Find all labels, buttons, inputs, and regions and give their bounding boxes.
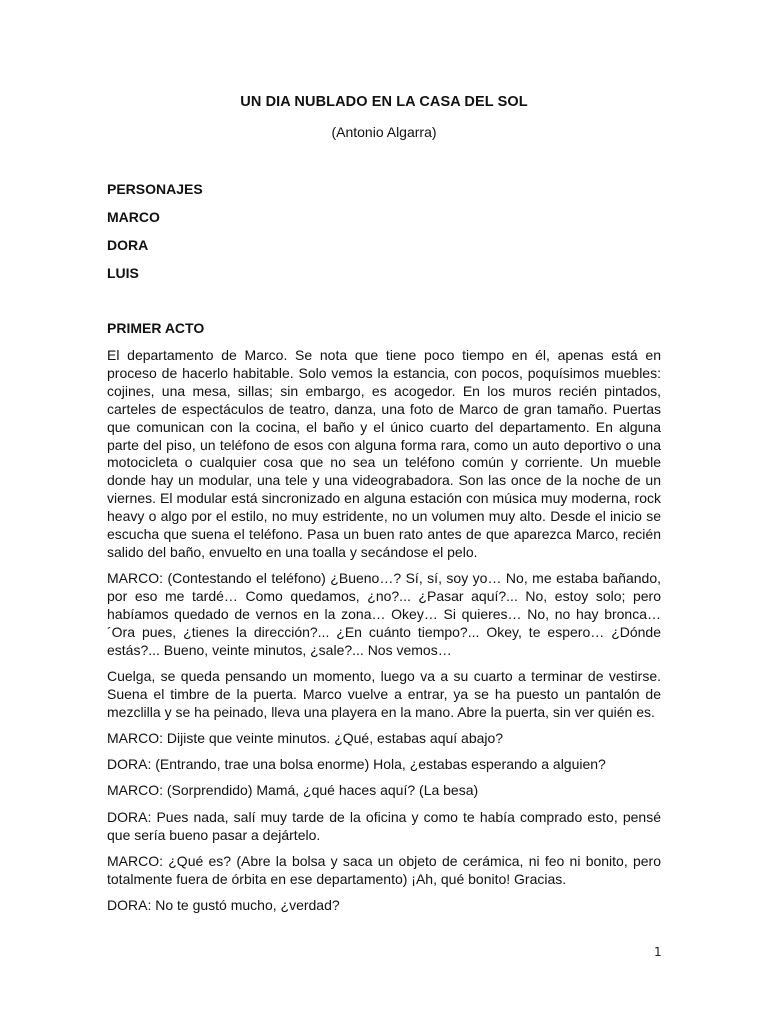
document-author: (Antonio Algarra) bbox=[331, 124, 437, 140]
page-number: 1 bbox=[654, 945, 662, 959]
dialogue-paragraph: DORA: No te gustó mucho, ¿verdad? bbox=[107, 896, 340, 913]
dialogue-paragraph: DORA: Pues nada, salí muy tarde de la oficina y como te había comprado esto, pensé que sería bueno pasar a dejártelo. bbox=[107, 808, 661, 843]
document-title: UN DIA NUBLADO EN LA CASA DEL SOL bbox=[240, 94, 528, 110]
act-heading: PRIMER ACTO bbox=[107, 320, 205, 336]
dialogue-paragraph: MARCO: (Contestando el teléfono) ¿Bueno…? Sí, sí, soy yo… No, me estaba bañando, por eso me tardé… Como quedamos, ¿no?... ¿Pasar aquí?... No, estoy solo; pero habíamos quedado de vernos en la zona… Okey… Si quieres… No, no hay bronca… ´Ora pues, ¿tienes la dirección?... ¿En cuánto tiempo?... Okey, te espero… ¿Dónde estás?... Bueno, veinte minutos, ¿sale?... Nos vemos… bbox=[107, 570, 661, 658]
play-text bbox=[107, 347, 661, 923]
stage-direction-paragraph: El departamento de Marco. Se nota que tiene poco tiempo en él, apenas está en proceso de hacerlo habitable. Solo vemos la estancia, con pocos, poquísimos muebles: cojines, una mesa, sillas; sin embargo, es acogedor. En los muros recién pintados, carteles de espectáculos de teatro, danza, una foto de Marco de gran tamaño. Puertas que comunican con la cocina, el baño y el único cuarto del departamento. En alguna parte del piso, un teléfono de esos con alguna forma rara, como un auto deportivo o una motocicleta o cualquier cosa que no sea un teléfono común y corriente. Un mueble donde hay un modular, una tele y una videograbadora. Son las once de la noche de un viernes. El modular está sincronizado en alguna estación con música muy moderna, rock heavy o algo por el estilo, no muy estridente, no un volumen muy alto. Desde el inicio se escucha que suena el teléfono. Pasa un buen rato antes de que aparezca Marco, recién salido del baño, envuelto en una toalla y secándose el pelo. bbox=[107, 347, 661, 560]
characters-heading: PERSONAJES bbox=[107, 181, 203, 197]
character-dora: DORA bbox=[107, 237, 149, 253]
dialogue-paragraph: MARCO: ¿Qué es? (Abre la bolsa y saca un objeto de cerámica, ni feo ni bonito, pero totalmente fuera de órbita en ese departamento) ¡Ah, qué bonito! Gracias. bbox=[107, 852, 661, 887]
dialogue-paragraph: MARCO: Dijiste que veinte minutos. ¿Qué, estabas aquí abajo? bbox=[107, 730, 504, 747]
dialogue-paragraph: DORA: (Entrando, trae una bolsa enorme) Hola, ¿estabas esperando a alguien? bbox=[107, 756, 606, 773]
character-marco: MARCO bbox=[107, 209, 160, 225]
stage-direction-paragraph: Cuelga, se queda pensando un momento, luego va a su cuarto a terminar de vestirse. Suena el timbre de la puerta. Marco vuelve a entrar, ya se ha puesto un pantalón de mezclilla y se ha peinado, lleva una playera en la mano. Abre la puerta, sin ver quién es. bbox=[107, 668, 661, 720]
character-luis: LUIS bbox=[107, 265, 139, 281]
document-page bbox=[107, 0, 661, 1024]
dialogue-paragraph: MARCO: (Sorprendido) Mamá, ¿qué haces aquí? (La besa) bbox=[107, 782, 479, 799]
